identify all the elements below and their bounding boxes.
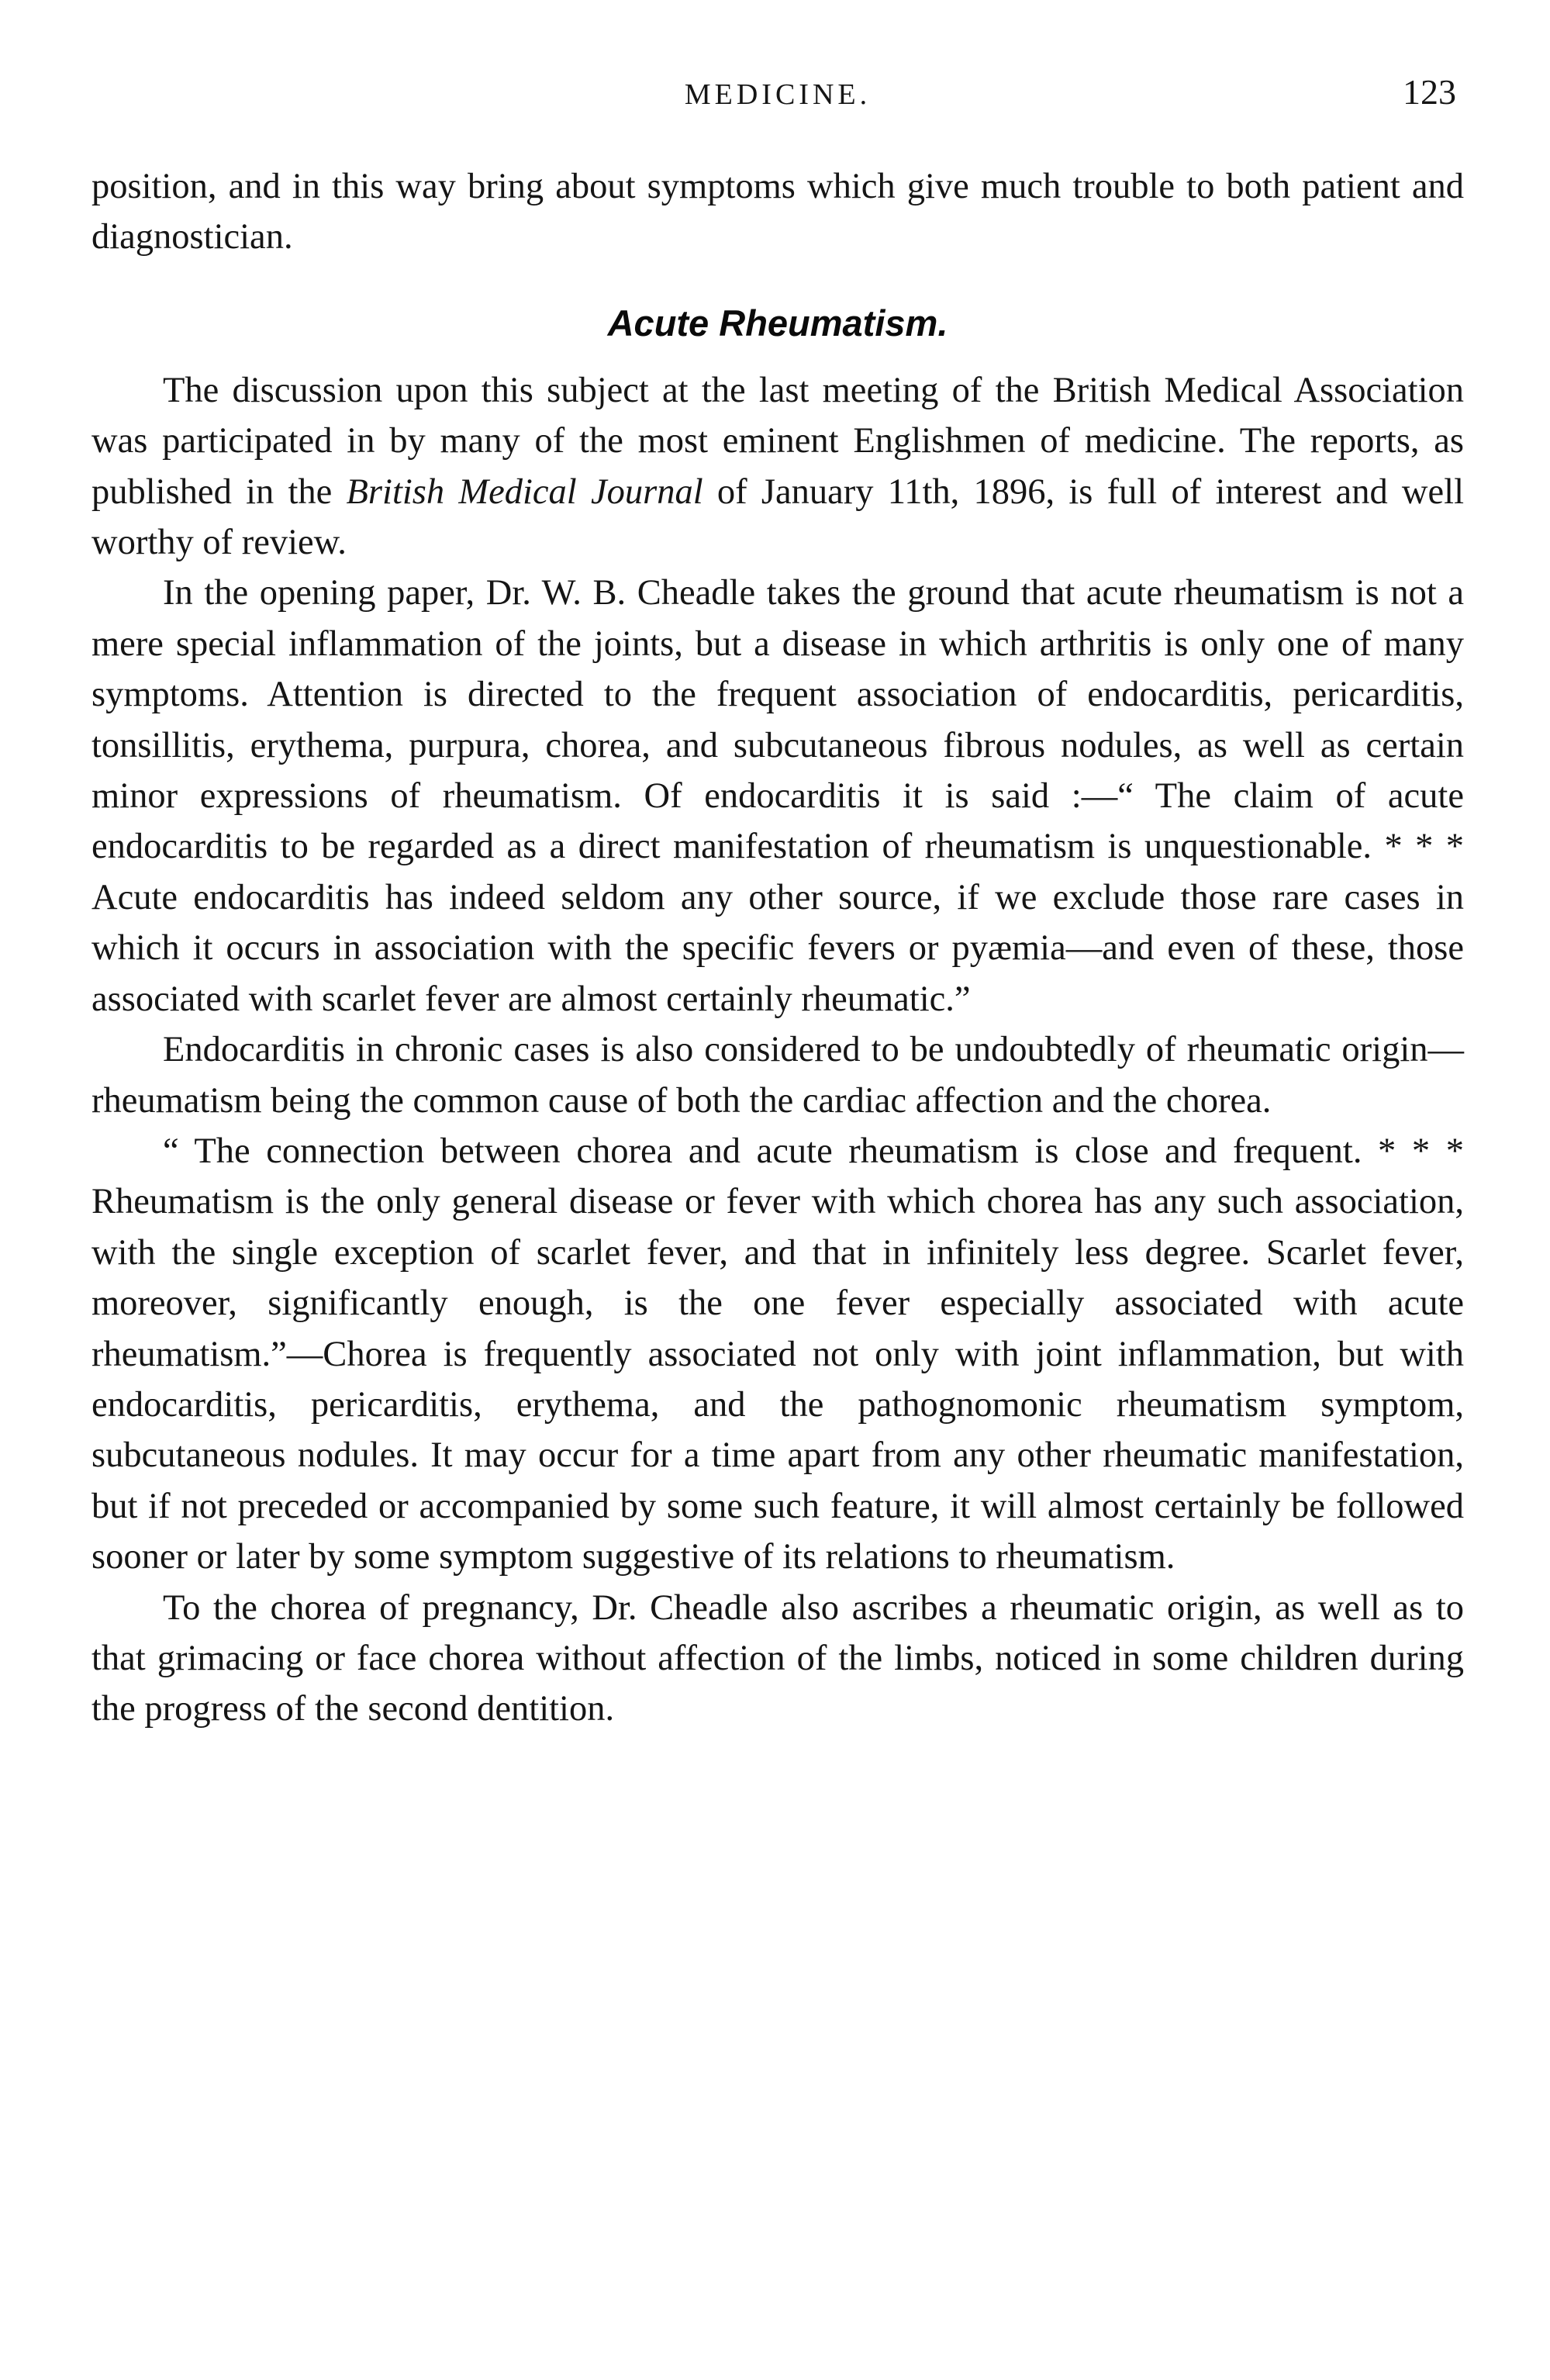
paragraph-discussion-text-a: The discussion upon this subject at the last meeting of the British Medical Association was participated in by many of the most eminent Englishmen of medicine. The reports, as published in the [91, 370, 1464, 512]
journal-title: British Medical Journal [346, 472, 703, 512]
paragraph-chorea: “ The connection between chorea and acute rheumatism is close and frequent. * * * Rheumatism is the only general disease or fever with which chorea has any such association, with the single exception of scarlet fever, and that in infinitely less degree. Scarlet fever, moreover, significantly enough, is the one fever especially associated with acute rheumatism.”—Chorea is frequently associated not only with joint inflammation, but with endocarditis, pericarditis, erythema, and the pathognomonic rheumatism symptom, subcutaneous nodules. It may occur for a time apart from any other rheumatic manifestation, but if not preceded or accompanied by some such feature, it will almost certainly be followed sooner or later by some symptom suggestive of its relations to rheumatism. [91, 1131, 1464, 1577]
paragraph-opening-paper: In the opening paper, Dr. W. B. Cheadle takes the ground that acute rheumatism is not a mere special inflammation of the joints, but a disease in which arthritis is only one of many symptoms. Attention is directed to the frequent association of endocarditis, pericarditis, tonsillitis, erythema, purpura, chorea, and subcutaneous fibrous nodules, as well as certain minor expressions of rheumatism. Of endocarditis it is said :—“ The claim of acute endocarditis to be regarded as a direct manifestation of rheumatism is unquestionable. * * * Acute endocarditis has indeed seldom any other source, if we exclude those rare cases in which it occurs in association with the specific fevers or pyæmia—and even of these, those associated with scarlet fever are almost certainly rheumatic.” [91, 573, 1464, 1019]
paragraph-continuation: position, and in this way bring about symptoms which give much trouble to both patient and diagnostician. [91, 167, 1464, 257]
paragraph-pregnancy: To the chorea of pregnancy, Dr. Cheadle also ascribes a rheumatic origin, as well as to that grimacing or face chorea without affection of the limbs, noticed in some children during the progress of the second dentition. [91, 1587, 1464, 1729]
body-text [91, 161, 1464, 1735]
book-page [91, 0, 1464, 2380]
running-header [91, 71, 1464, 118]
paragraph-endocarditis: Endocarditis in chronic cases is also considered to be undoubtedly of rheumatic origin—rheumatism being the common cause of both the cardiac affection and the chorea. [91, 1030, 1464, 1121]
page-number: 123 [1403, 72, 1456, 112]
paragraph-discussion [91, 365, 1464, 568]
running-title: MEDICINE. [684, 78, 872, 111]
section-heading: Acute Rheumatism. [607, 302, 948, 344]
paragraph-discussion-text-b: of January 11th, 1896, is full of interest and well worthy of review. [91, 472, 1464, 563]
